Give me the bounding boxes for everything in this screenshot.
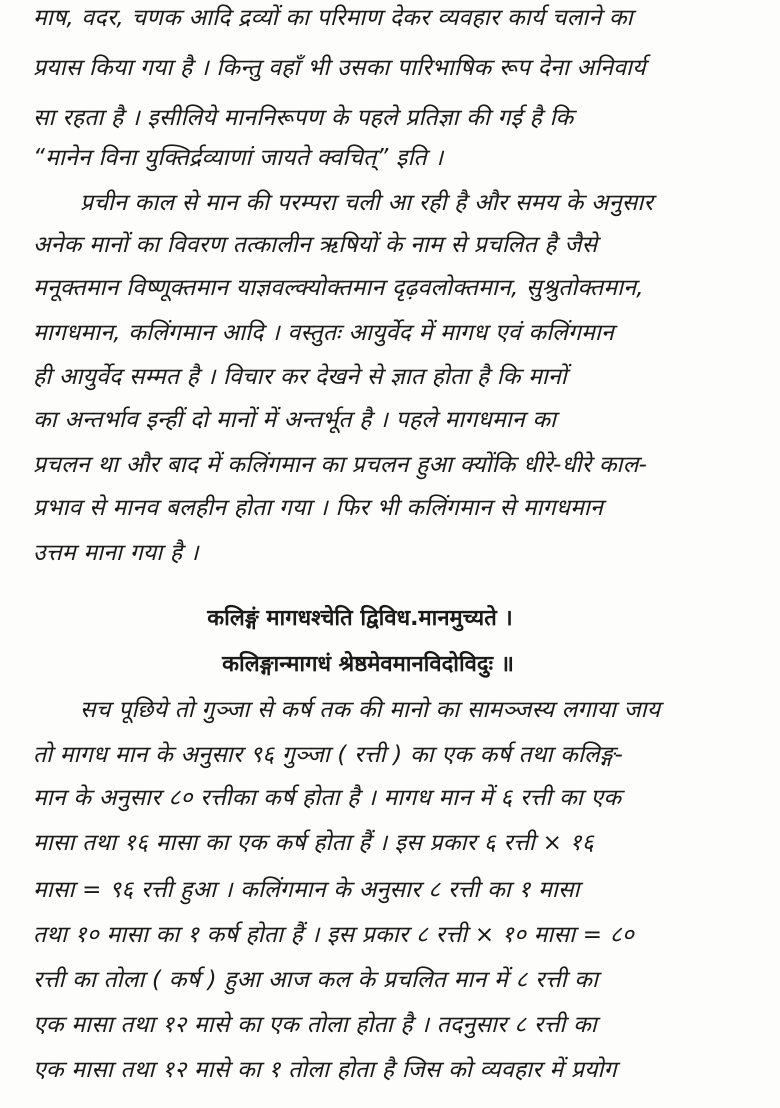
verse-line: कलिङ्गान्मागधं श्रेष्ठमेवमानविदोविदुः ॥ [222, 652, 514, 677]
verse-line: कलिङ्गं मागधश्चेति द्विविध.मानमुच्यते । [207, 606, 513, 631]
text-line: तो मागध मान के अनुसार ९६ गुञ्जा ( रत्ती ) का एक कर्ष तथा कलिङ्ग- [33, 742, 624, 768]
text-line: मासा तथा १६ मासा का एक कर्ष होता हैं । इस प्रकार ६ रत्ती × १६ [33, 830, 594, 856]
text-line: प्रचीन काल से मान की परम्परा चली आ रही है और समय के अनुसार [80, 190, 654, 216]
text-line: सा रहता है । इसीलिये माननिरूपण के पहले प्रतिज्ञा की गई है कि [33, 105, 574, 131]
text-line: प्रयास किया गया है । किन्तु वहाँ भी उसका पारिभाषिक रूप देना अनिवार्य [33, 55, 646, 81]
text-line: मासा = ९६ रत्ती हुआ । कलिंगमान के अनुसार ८ रत्ती का १ मासा [33, 877, 580, 903]
text-line: रत्ती का तोला ( कर्ष ) हुआ आज कल के प्रचलित मान में ८ रत्ती का [33, 967, 599, 993]
text-line: मागधमान, कलिंगमान आदि । वस्तुतः आयुर्वेद में मागध एवं कलिंगमान [33, 320, 614, 346]
text-line: प्रचलन था और बाद में कलिंगमान का प्रचलन हुआ क्योंकि धीरे-धीरे काल- [33, 452, 648, 478]
text-line: माष, वदर, चणक आदि द्रव्यों का परिमाण देकर व्यवहार कार्य चलाने का [33, 5, 633, 31]
text-line: उत्तम माना गया है । [33, 540, 199, 566]
text-line: एक मासा तथा १२ मासे का एक तोला होता है । तदनुसार ८ रत्ती का [33, 1012, 597, 1038]
text-line: तथा १० मासा का १ कर्ष होता हैं । इस प्रकार ८ रत्ती × १० मासा = ८० [33, 922, 635, 948]
text-line: अनेक मानों का विवरण तत्कालीन ऋषियों के नाम से प्रचलित है जैसे [33, 232, 598, 258]
text-line: मान के अनुसार ८० रत्तीका कर्ष होता है । मागध मान में ६ रत्ती का एक [33, 785, 622, 811]
text-line: का अन्तर्भाव इन्हीं दो मानों में अन्तर्भूत है । पहले मागधमान का [33, 407, 557, 433]
text-line: “मानेन विना युक्तिर्द्रव्याणां जायते क्वचित्” इति । [33, 145, 444, 171]
text-line: सच पूछिये तो गुञ्जा से कर्ष तक की मानो का सामञ्जस्य लगाया जाय [80, 697, 661, 723]
text-line: एक मासा तथा १२ मासे का १ तोला होता है जिस को व्यवहार में प्रयोग [33, 1057, 617, 1083]
text-line: ही आयुर्वेद सम्मत है । विचार कर देखने से ज्ञात होता है कि मानों [33, 364, 567, 390]
text-line: मनूक्तमान विष्णूक्तमान याज्ञवल्क्योक्तमान दृढ़वलोक्तमान, सुश्रुतोक्तमान, [33, 275, 644, 301]
text-line: प्रभाव से मानव बलहीन होता गया । फिर भी कलिंगमान से मागधमान [33, 495, 603, 521]
